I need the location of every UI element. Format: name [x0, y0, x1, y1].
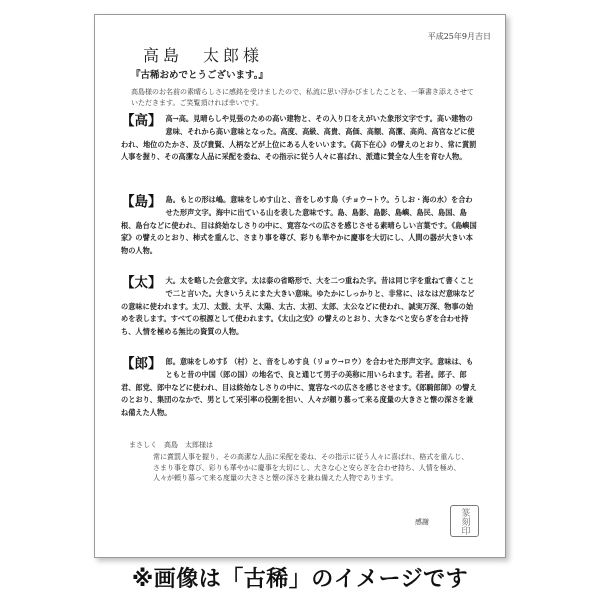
section-text: 郎。意味をしめす阝（村）と、音をしめす良（リョウ→ロウ）を合わせた形声文字。意味は、もともと昔の中国（郎の国）の地名で、良と通じて男子の美称に用いられます。若者。郎子、郎君、郎党、郎中などに使われ、目は終始なしさりの中に、寛容なべの広さを感じさせます。《郎騎郎師》の譬えのとおり、集団のなかで、男として采引率の役割を担い、人々が頼り慕って来る度量の大きさと懐の深さを兼ね備えた人物。	[121, 357, 477, 418]
closing-label: まさしく 高島 太郎様は	[129, 441, 213, 449]
seal-stamp-icon	[450, 505, 479, 537]
section-futo	[121, 275, 479, 339]
image-caption: ※画像は「古稀」のイメージです	[131, 567, 469, 592]
recipient-name: 高島 太郎様	[143, 46, 264, 65]
section-heading: 【郎】	[121, 356, 162, 372]
signer-name: 感謝	[415, 518, 429, 526]
section-heading: 【太】	[121, 275, 162, 291]
section-heading: 【高】	[121, 113, 162, 129]
section-heading: 【島】	[121, 194, 162, 210]
section-text: 大。太を略した会意文字。太は泰の省略形で、大を二つ重ねた字。昔は同じ字を重ねて書くことで二と言いた。大きいうえにまた大きい意味。ゆたかにしっかりと、非常に、はなはだ意味などの意味に使われます。太刀、太鼓、太平、太陽、太古、太初、太郎、太公などに使われ、誠実万深、物事の始めを表します。すべての根源として使われます。《太山之安》の譬えのとおり、大きなべと安らぎを合わせ持ち、人情を極める無比の資質の人物。	[121, 276, 475, 337]
intro-paragraph: 高島様のお名前の素晴らしさに感銘を受けましたので、私流に思い浮かびましたことを、一筆書き添えさせていただきます。ご笑覧頂ければ幸いです。	[131, 88, 474, 107]
seal-text: 篆刻印	[459, 507, 470, 535]
section-ro	[121, 356, 479, 420]
section-shima	[121, 194, 479, 258]
section-text: 高→高。見晴らしや見張のための高い建物と、その入り口をえがいた象形文字です。高い建物の意味、それから高い意味となった。高度、高級、高貴、高価、高額、高潔、高尚、高官などに使われ、地位のたかさ、及び貴賢、人柄などが上位にある人をいいます。《高下在心》の譬えのとおり、常に賞罰人事を握り、その高潔な人品に采配を委ね、その指示に従う人々に喜ばれ、派遣に賛全な人生を育む人物。	[121, 114, 477, 162]
section-taka	[121, 113, 479, 164]
greeting-title: 『古稀おめでとうございます。』	[131, 70, 268, 81]
closing-paragraph: 常に賞罰人事を握り、その高潔な人品に采配を委ね、その指示に従う人々に喜ばれ、格式を重んじ、さまり事を尊び、彩りも華やかに慶事を大切にし、大きな心と安らぎを合わせ持ち、人情を極め、人々が頼り慕って来る度量の大きさと懐の深さを兼ね備えた人物であります。	[153, 453, 469, 482]
section-text: 島。もとの形は嶋。意味をしめす山と、音をしめす鳥（チョウ→トウ。うしお・海の水）を合わせた形声文字。海中に出ている山を表した意味です。島、島影、島影、島嶼、島民、島国、島根、島台などに使われ、目は終始なしさりの中に、寛容なべの広さを感じさせる素晴らしい言葉です。《島嶼国家》の譬えのとおり、柿式を重んじ、さまり事を尊び、彩りも華やかに慶事を大切にし、人間の器が大きい本物の人物。	[121, 195, 477, 256]
certificate-sheet	[94, 14, 506, 558]
document-date: 平成25年9月吉日	[427, 32, 491, 41]
